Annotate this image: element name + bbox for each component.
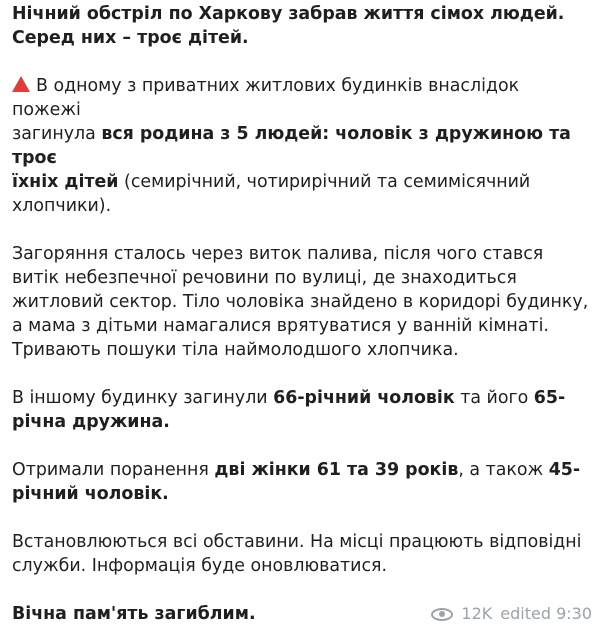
bold-text: 66-річний чоловік	[273, 388, 455, 408]
view-count: 12K	[461, 604, 493, 623]
text: загинула	[12, 124, 102, 144]
paragraph-family	[12, 74, 592, 218]
text: В іншому будинку загинули	[12, 388, 274, 408]
text: (семирічний, чотирирічний та семимісячний	[118, 172, 531, 192]
text: витік небезпечної речовини по вулиці, де знаходиться	[12, 268, 517, 288]
paragraph-circumstances	[12, 530, 592, 578]
bold-text: їхніх дітей	[12, 172, 119, 192]
text: а мама з дітьми намагалися врятуватися у ванній кімнаті.	[12, 316, 549, 336]
bold-text: дві жінки 61 та 39 років	[214, 460, 459, 480]
text: , а також	[458, 460, 549, 480]
text: Загоряння сталось через виток палива, після чого стався	[12, 244, 544, 264]
headline-line-1: Нічний обстріл по Харкову забрав життя сімох людей.	[12, 4, 565, 24]
red-triangle-icon	[12, 76, 30, 92]
post-footer	[431, 602, 592, 626]
paragraph-cause	[12, 242, 592, 362]
text: Тривають пошуки тіла наймолодшого хлопчика.	[12, 340, 459, 360]
text: хлопчики).	[12, 196, 112, 216]
text: служби. Інформація буде оновлюватися.	[12, 556, 388, 576]
paragraph-injured	[12, 458, 592, 506]
bold-text: Вічна пам'ять загиблим.	[12, 604, 256, 624]
text: житловий сектор. Тіло чоловіка знайдено в коридорі будинку,	[12, 292, 589, 312]
paragraph-other-house	[12, 386, 592, 434]
post-headline	[12, 2, 592, 50]
text: та його	[454, 388, 534, 408]
bold-text: 45-	[548, 460, 581, 480]
eye-icon	[431, 608, 453, 621]
text: В одному з приватних житлових будинків внаслідок пожежі	[12, 76, 520, 120]
bold-text: річна дружина.	[12, 412, 170, 432]
edited-time: edited 9:30	[500, 604, 592, 623]
text: Встановлюються всі обставини. На місці працюють відповідні	[12, 532, 582, 552]
bold-text: вся родина з 5 людей: чоловік з дружиною та троє	[12, 124, 571, 168]
bold-text: річний чоловік.	[12, 484, 169, 504]
text: Отримали поранення	[12, 460, 215, 480]
bold-text: 65-	[533, 388, 566, 408]
headline-line-2: Серед них – троє дітей.	[12, 28, 249, 48]
